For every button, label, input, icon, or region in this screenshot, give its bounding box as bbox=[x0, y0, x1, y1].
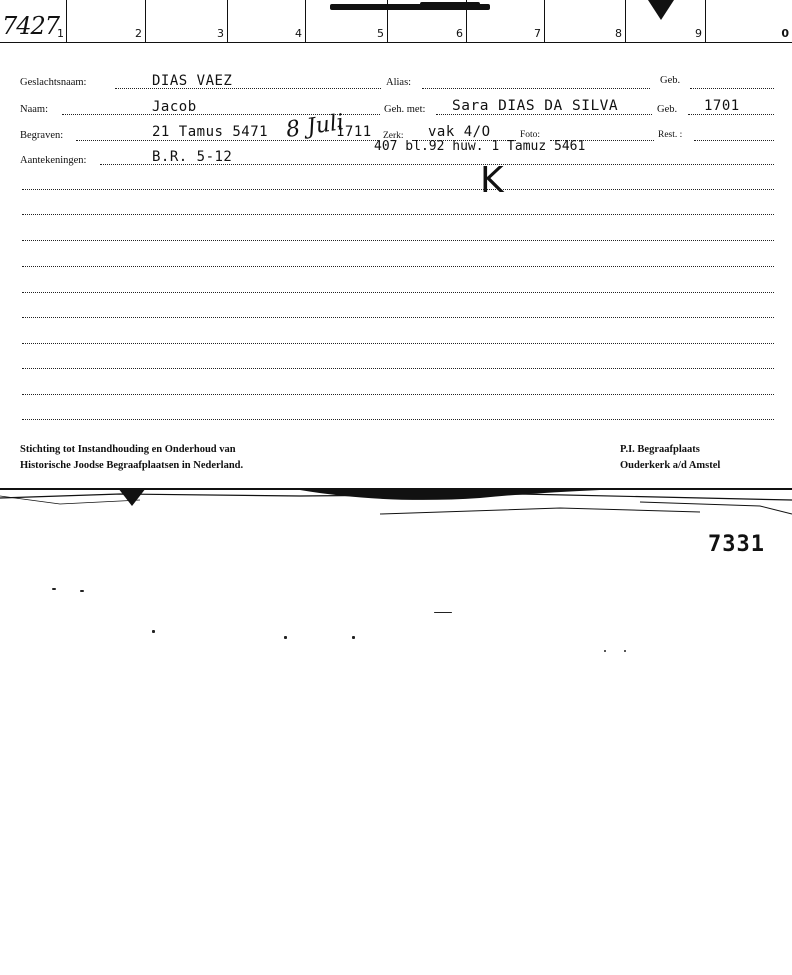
index-cell-2 bbox=[66, 0, 146, 42]
blank-line bbox=[22, 189, 774, 190]
column-number: 6 bbox=[456, 27, 463, 40]
alias-line bbox=[422, 88, 650, 89]
index-cell-4 bbox=[227, 0, 306, 42]
scan-speck bbox=[152, 630, 155, 633]
scan-speck bbox=[352, 636, 355, 639]
footer-cemetery bbox=[620, 442, 720, 474]
handwritten-index-number: 7427 bbox=[2, 12, 60, 40]
buried-label: Begraven: bbox=[20, 130, 64, 141]
married-to-label: Geh. met: bbox=[384, 104, 426, 115]
born-top-label: Geb. bbox=[660, 75, 681, 86]
blank-line bbox=[22, 292, 774, 293]
blank-line bbox=[22, 266, 774, 267]
born-value: 1701 bbox=[704, 98, 740, 114]
notes-label: Aantekeningen: bbox=[20, 155, 87, 166]
scan-speck bbox=[604, 650, 606, 652]
column-number: 7 bbox=[534, 27, 541, 40]
blank-line bbox=[22, 317, 774, 318]
stone-value: vak 4/O bbox=[428, 124, 491, 140]
blank-line bbox=[22, 343, 774, 344]
surname-value: DIAS VAEZ bbox=[152, 73, 233, 89]
alias-label: Alias: bbox=[386, 77, 412, 88]
column-number: 8 bbox=[615, 27, 622, 40]
index-cell-3 bbox=[145, 0, 228, 42]
scan-speck bbox=[284, 636, 287, 639]
scan-streak bbox=[420, 2, 480, 6]
footer-right-line1: P.I. Begraafplaats bbox=[620, 444, 700, 455]
born-label: Geb. bbox=[657, 104, 678, 115]
blank-line bbox=[22, 419, 774, 420]
column-number: 4 bbox=[295, 27, 302, 40]
given-name-label: Naam: bbox=[20, 104, 48, 115]
scan-speck bbox=[52, 588, 56, 590]
surname-label: Geslachtsnaam: bbox=[20, 77, 87, 88]
rest-line bbox=[694, 140, 774, 141]
photo-label: Foto: bbox=[520, 130, 541, 140]
buried-year: 1711 bbox=[336, 124, 372, 140]
index-cell-1 bbox=[0, 0, 67, 42]
column-number: 3 bbox=[217, 27, 224, 40]
rest-label: Rest. : bbox=[658, 130, 683, 140]
column-number: 5 bbox=[377, 27, 384, 40]
index-cell-0 bbox=[705, 0, 792, 42]
column-number: 1 bbox=[57, 27, 64, 40]
stone-label: Zerk: bbox=[383, 131, 404, 141]
extra-typed-line: 407 bl.92 huw. 1 Tamuz 5461 bbox=[374, 139, 586, 154]
married-to-value: Sara DIAS DA SILVA bbox=[452, 98, 619, 114]
column-number: 9 bbox=[695, 27, 702, 40]
column-number: 0 bbox=[781, 27, 789, 40]
scan-speck bbox=[434, 612, 452, 613]
footer-right-line2: Ouderkerk a/d Amstel bbox=[620, 460, 721, 471]
footer-left-line1: Stichting tot Instandhouding en Onderhoud van bbox=[20, 444, 236, 455]
index-strip bbox=[0, 0, 792, 43]
blank-line bbox=[22, 240, 774, 241]
index-marker-icon bbox=[646, 0, 676, 22]
buried-line bbox=[76, 140, 378, 141]
scan-speck bbox=[80, 590, 84, 592]
born-top-line bbox=[690, 88, 774, 89]
blank-line bbox=[22, 214, 774, 215]
buried-handwritten-date: 8 Juli bbox=[284, 110, 346, 143]
married-to-line bbox=[436, 114, 652, 115]
blank-line bbox=[22, 368, 774, 369]
born-line bbox=[688, 114, 774, 115]
card-number: 7331 bbox=[708, 532, 765, 557]
column-number: 2 bbox=[135, 27, 142, 40]
torn-card-edge bbox=[0, 484, 792, 524]
notes-value: B.R. 5-12 bbox=[152, 149, 233, 165]
blank-line bbox=[22, 394, 774, 395]
scan-speck bbox=[624, 650, 626, 652]
index-cell-8 bbox=[544, 0, 626, 42]
footer-foundation bbox=[20, 442, 243, 474]
handwritten-mark: K bbox=[480, 160, 504, 201]
footer-left-line2: Historische Joodse Begraafplaatsen in Nederland. bbox=[20, 460, 244, 471]
buried-value: 21 Tamus 5471 bbox=[152, 124, 269, 140]
given-name-value: Jacob bbox=[152, 99, 197, 115]
